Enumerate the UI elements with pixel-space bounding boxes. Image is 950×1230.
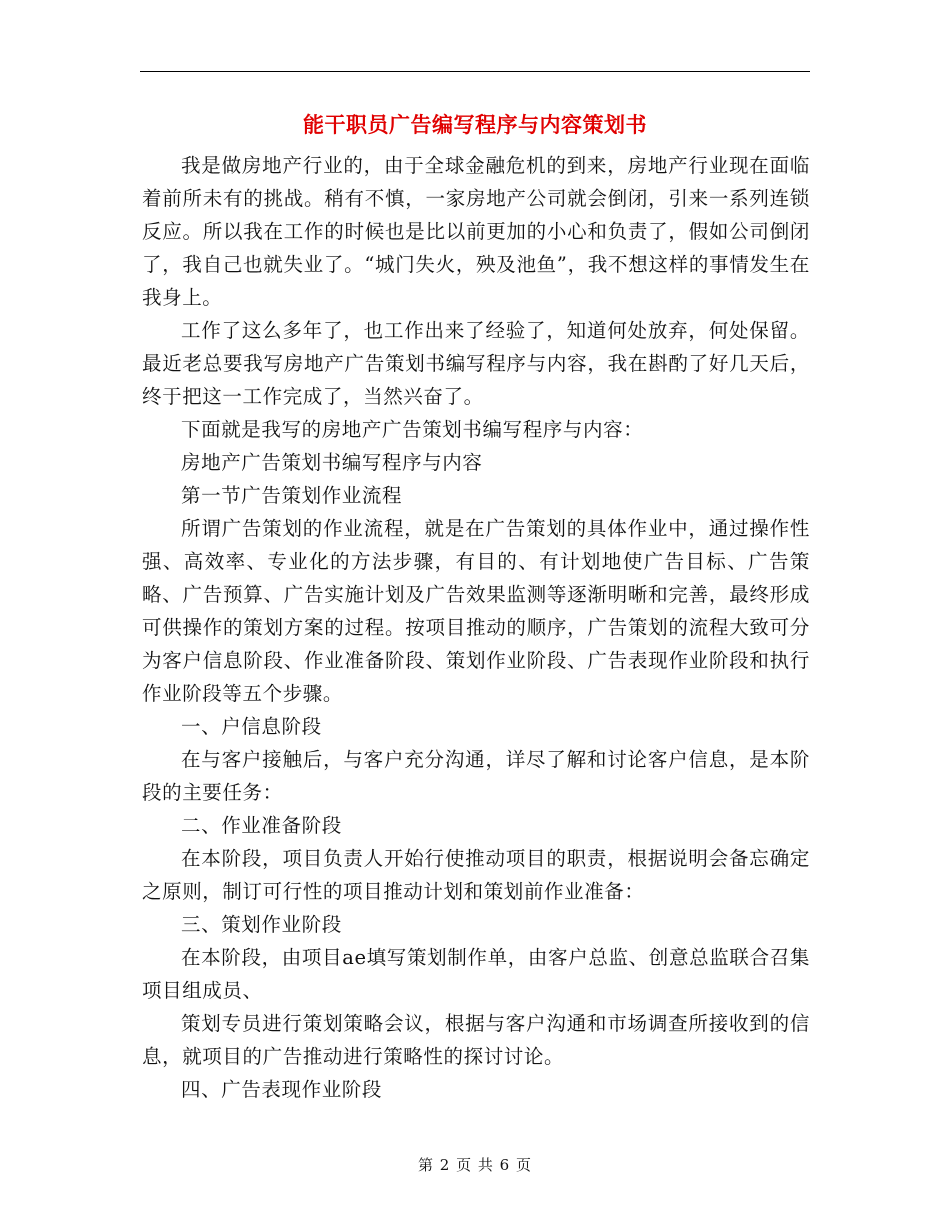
paragraph: 我是做房地产行业的，由于全球金融危机的到来，房地产行业现在面临着前所未有的挑战。稍有不慎，一家房地产公司就会倒闭，引来一系列连锁反应。所以我在工作的时候也是比以前更加的小心和负责了，假如公司倒闭了，我自己也就失业了。“城门失火，殃及池鱼”，我不想这样的事情发生在我身上。 xyxy=(142,154,810,309)
step-heading: 三、策划作业阶段 xyxy=(181,913,342,936)
document-body xyxy=(142,149,810,1106)
page-number: 第 2 页 共 6 页 xyxy=(418,1156,532,1174)
paragraph: 下面就是我写的房地产广告策划书编写程序与内容： xyxy=(181,418,644,441)
step-heading: 一、户信息阶段 xyxy=(181,715,322,738)
document-title: 能干职员广告编写程序与内容策划书 xyxy=(303,113,647,137)
section-heading: 第一节广告策划作业流程 xyxy=(181,484,403,507)
paragraph: 在本阶段，由项目ae填写策划制作单，由客户总监、创意总监联合召集项目组成员、 xyxy=(142,946,810,1002)
paragraph: 所谓广告策划的作业流程，就是在广告策划的具体作业中，通过操作性强、高效率、专业化的方法步骤，有目的、有计划地使广告目标、广告策略、广告预算、广告实施计划及广告效果监测等逐渐明晰和完善，最终形成可供操作的策划方案的过程。按项目推动的顺序，广告策划的流程大致可分为客户信息阶段、作业准备阶段、策划作业阶段、广告表现作业阶段和执行作业阶段等五个步骤。 xyxy=(142,517,810,705)
step-heading: 二、作业准备阶段 xyxy=(181,814,342,837)
header-rule xyxy=(140,71,810,72)
step-heading: 四、广告表现作业阶段 xyxy=(181,1078,383,1101)
paragraph: 工作了这么多年了，也工作出来了经验了，知道何处放弃，何处保留。最近老总要我写房地产广告策划书编写程序与内容，我在斟酌了好几天后，终于把这一工作完成了，当然兴奋了。 xyxy=(142,319,810,408)
section-heading: 房地产广告策划书编写程序与内容 xyxy=(181,451,483,474)
paragraph: 在与客户接触后，与客户充分沟通，详尽了解和讨论客户信息，是本阶段的主要任务： xyxy=(142,748,810,804)
paragraph: 在本阶段，项目负责人开始行使推动项目的职责，根据说明会备忘确定之原则，制订可行性的项目推动计划和策划前作业准备： xyxy=(142,847,810,903)
paragraph: 策划专员进行策划策略会议，根据与客户沟通和市场调查所接收到的信息，就项目的广告推动进行策略性的探讨讨论。 xyxy=(142,1012,810,1068)
